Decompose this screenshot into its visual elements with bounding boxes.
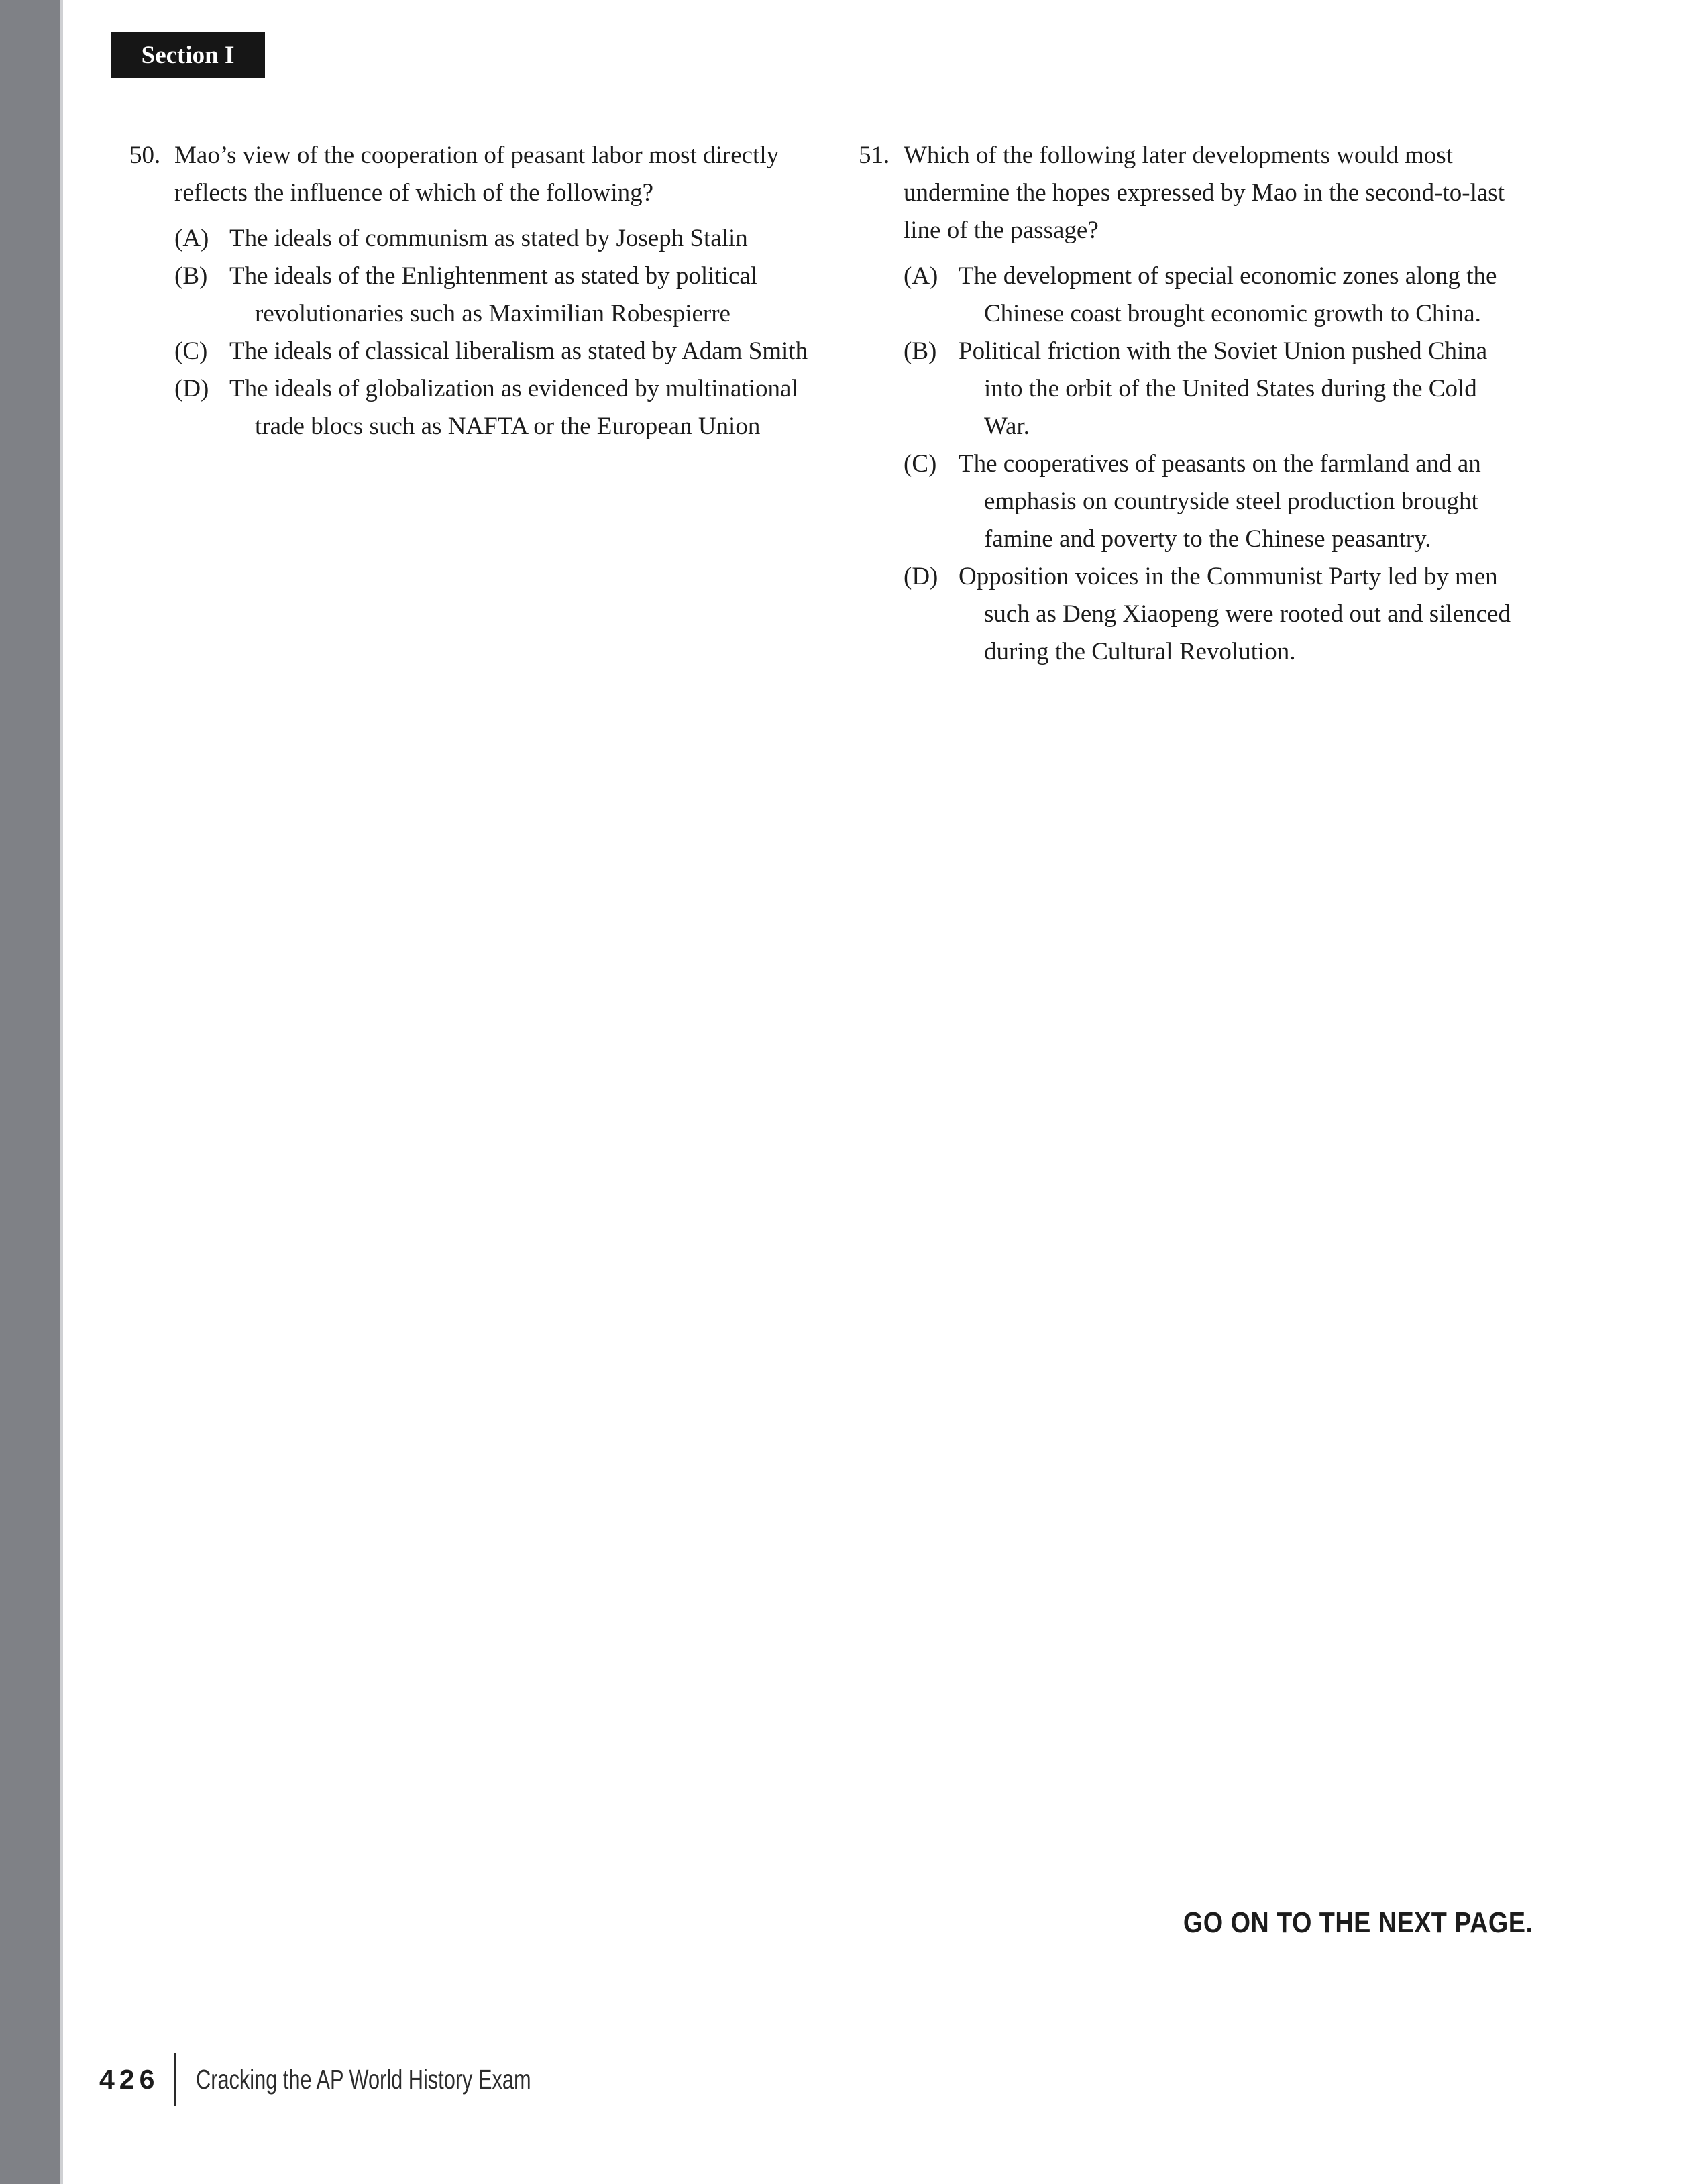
section-badge-label: Section I [141, 42, 235, 69]
option-letter: (A) [174, 225, 209, 252]
left-column [129, 137, 814, 445]
option-text: The ideals of globalization as evidenced by multinational trade blocs such as NAFTA or the European Union [229, 375, 798, 440]
option-row [174, 333, 814, 370]
option-row [174, 258, 814, 333]
option-letter: (C) [174, 337, 208, 365]
option-text: The ideals of communism as stated by Joseph Stalin [229, 225, 748, 252]
option-letter: (A) [904, 262, 938, 290]
question-51 [859, 137, 1523, 250]
option-letter: (D) [904, 563, 938, 590]
question-50-options [174, 220, 814, 445]
option-text: Political friction with the Soviet Union pushed China into the orbit of the United States during the Cold War. [959, 337, 1488, 440]
option-letter: (B) [904, 337, 937, 365]
option-text: The ideals of the Enlightenment as stated by political revolutionaries such as Maximilian Robespierre [229, 262, 758, 327]
option-row [174, 220, 814, 258]
go-on-notice: GO ON TO THE NEXT PAGE. [1183, 1906, 1533, 1939]
option-text: Opposition voices in the Communist Party led by men such as Deng Xiaopeng were rooted out and silenced during the Cultural Revolution. [959, 563, 1511, 665]
option-letter: (B) [174, 262, 208, 290]
option-row [904, 333, 1523, 445]
option-text: The cooperatives of peasants on the farmland and an emphasis on countryside steel production brought famine and poverty to the Chinese peasantry. [959, 450, 1481, 553]
option-text: The ideals of classical liberalism as stated by Adam Smith [229, 337, 808, 365]
option-letter: (C) [904, 450, 937, 478]
question-50 [129, 137, 814, 212]
question-51-options [904, 258, 1523, 671]
footer-divider [174, 2053, 176, 2106]
section-badge [111, 32, 265, 78]
page-number: 426 [99, 2063, 160, 2095]
question-text: Mao’s view of the cooperation of peasant labor most directly reflects the influence of which of the following? [174, 142, 779, 207]
question-text: Which of the following later developments would most undermine the hopes expressed by Mao in the second-to-last line of the passage? [904, 142, 1505, 244]
option-letter: (D) [174, 375, 209, 402]
book-title: Cracking the AP World History Exam [196, 2063, 532, 2095]
option-row [174, 370, 814, 445]
page-footer [99, 2051, 643, 2108]
question-number: 50. [129, 142, 161, 169]
sidebar-accent-strip [0, 0, 63, 2184]
option-row [904, 558, 1523, 671]
option-text: The development of special economic zones along the Chinese coast brought economic growth to China. [959, 262, 1497, 327]
option-row [904, 258, 1523, 333]
option-row [904, 445, 1523, 558]
right-column [859, 137, 1523, 671]
question-number: 51. [859, 142, 890, 169]
